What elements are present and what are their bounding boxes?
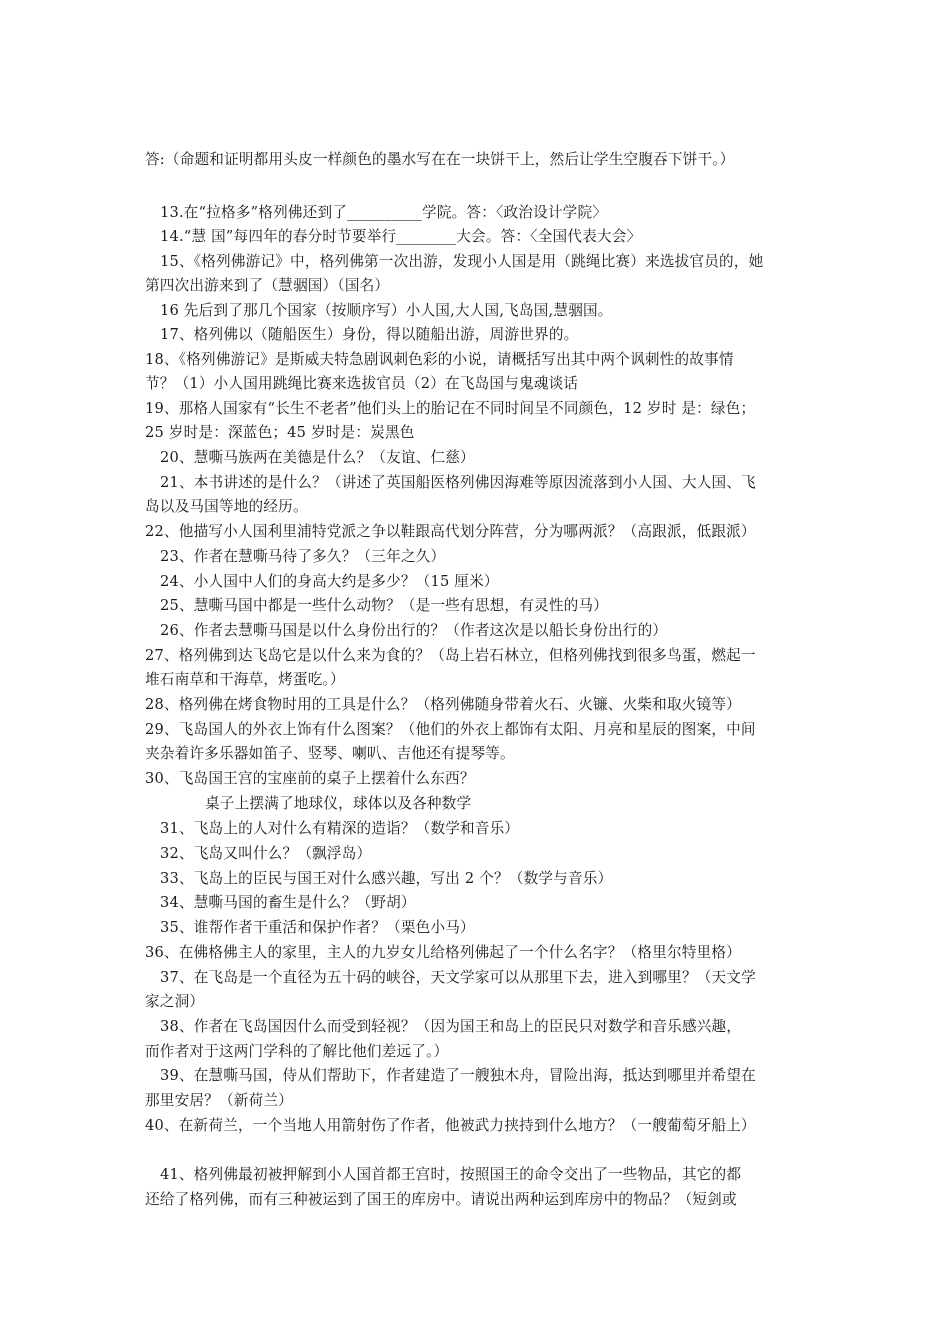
text-line: 21、本书讲述的是什么？（讲述了英国船医格列佛因海难等原因流落到小人国、大人国、飞	[160, 474, 756, 491]
text-line: 23、作者在慧嘶马待了多久？（三年之久）	[160, 548, 446, 565]
text-line: 35、谁帮作者干重活和保护作者？（栗色小马）	[160, 919, 475, 936]
text-line: 39、在慧嘶马国，侍从们帮助下，作者建造了一艘独木舟，冒险出海，抵达到哪里并希望在	[160, 1067, 756, 1084]
text-line: 第四次出游来到了（慧骃国）（国名）	[145, 277, 390, 294]
text-line: 30、飞岛国王宫的宝座前的桌子上摆着什么东西？	[145, 770, 475, 787]
text-line: 19、那格人国家有“长生不老者”他们头上的胎记在不同时间呈不同颜色，12 岁时 是：绿色；	[145, 400, 756, 417]
text-line: 25、慧嘶马国中都是一些什么动物？（是一些有思想，有灵性的马）	[160, 597, 608, 614]
text-line: 家之洞）	[145, 993, 205, 1010]
text-line: 18、《格列佛游记》是斯威夫特急剧讽刺色彩的小说，请概括写出其中两个讽刺性的故事情	[145, 351, 734, 368]
text-line: 38、作者在飞岛国因什么而受到轻视？（因为国王和岛上的臣民只对数学和音乐感兴趣，	[160, 1018, 742, 1035]
text-line: 37、在飞岛是一个直径为五十码的峡谷，天文学家可以从那里下去，进入到哪里？（天文学	[160, 969, 756, 986]
text-line: 36、在佛格佛主人的家里，主人的九岁女儿给格列佛起了一个什么名字？（格里尔特里格）	[145, 944, 741, 961]
text-line: 堆石南草和干海草，烤蛋吃。）	[145, 671, 345, 688]
text-line: 节？（1）小人国用跳绳比赛来选拔官员（2）在飞岛国与鬼魂谈话	[145, 375, 579, 392]
text-line: 16 先后到了那几个国家（按顺序写）小人国,大人国,飞岛国,慧骃国。	[160, 302, 613, 319]
text-line: 26、作者去慧嘶马国是以什么身份出行的？（作者这次是以船长身份出行的）	[160, 622, 668, 639]
text-line: 20、慧嘶马族两在美德是什么？（友谊、仁慈）	[160, 449, 475, 466]
text-line: 而作者对于这两门学科的了解比他们差远了。）	[145, 1043, 449, 1060]
text-line: 28、格列佛在烤食物时用的工具是什么？（格列佛随身带着火石、火镰、火柴和取火镜等）	[145, 696, 741, 713]
text-line: 32、飞岛又叫什么？（飘浮岛）	[160, 845, 372, 862]
text-line: 27、格列佛到达飞岛它是以什么来为食的？（岛上岩石林立，但格列佛找到很多鸟蛋，燃起一	[145, 647, 756, 664]
text-line: 夹杂着许多乐器如笛子、竖琴、喇叭、吉他还有提琴等。	[145, 745, 515, 762]
text-line: 14.“慧 国”每四年的春分时节要举行________大会。答：〈全国代表大会〉	[160, 228, 642, 245]
text-line: 17、格列佛以（随船医生）身份，得以随船出游，周游世界的。	[160, 326, 579, 343]
text-line: 桌子上摆满了地球仪，球体以及各种数学	[205, 795, 472, 812]
text-line: 22、他描写小人国利里浦特党派之争以鞋跟高代划分阵营，分为哪两派？（高跟派，低跟派）	[145, 523, 756, 540]
text-line: 13.在“拉格多”格列佛还到了__________学院。答：〈政治设计学院〉	[160, 204, 608, 221]
text-line: 34、慧嘶马国的畜生是什么？（野胡）	[160, 894, 416, 911]
text-line: 31、飞岛上的人对什么有精深的造诣？（数学和音乐）	[160, 820, 520, 837]
text-line: 24、小人国中人们的身高大约是多少？（15 厘米）	[160, 573, 499, 590]
text-line: 41、格列佛最初被押解到小人国首都王宫时，按照国王的命令交出了一些物品，其它的都	[160, 1166, 742, 1183]
text-line: 15、《格列佛游记》中，格列佛第一次出游，发现小人国是用（跳绳比赛）来选拔官员的，她	[160, 253, 764, 270]
text-line: 岛以及马国等地的经历。	[145, 498, 308, 515]
text-line: 33、飞岛上的臣民与国王对什么感兴趣，写出 2 个？（数学与音乐）	[160, 870, 613, 887]
text-line: 还给了格列佛，而有三种被运到了国王的库房中。请说出两种运到库房中的物品？（短剑或	[145, 1191, 737, 1208]
text-line: 那里安居？（新荷兰）	[145, 1092, 293, 1109]
text-line: 25 岁时是：深蓝色；45 岁时是：炭黑色	[145, 424, 415, 441]
text-line: 40、在新荷兰，一个当地人用箭射伤了作者，他被武力挟持到什么地方？（一艘葡萄牙船上）	[145, 1117, 756, 1134]
text-line: 29、飞岛国人的外衣上饰有什么图案？（他们的外衣上都饰有太阳、月亮和星辰的图案，中间	[145, 721, 756, 738]
text-line: 答:（命题和证明都用头皮一样颜色的墨水写在在一块饼干上，然后让学生空腹吞下饼干。）	[145, 151, 735, 168]
